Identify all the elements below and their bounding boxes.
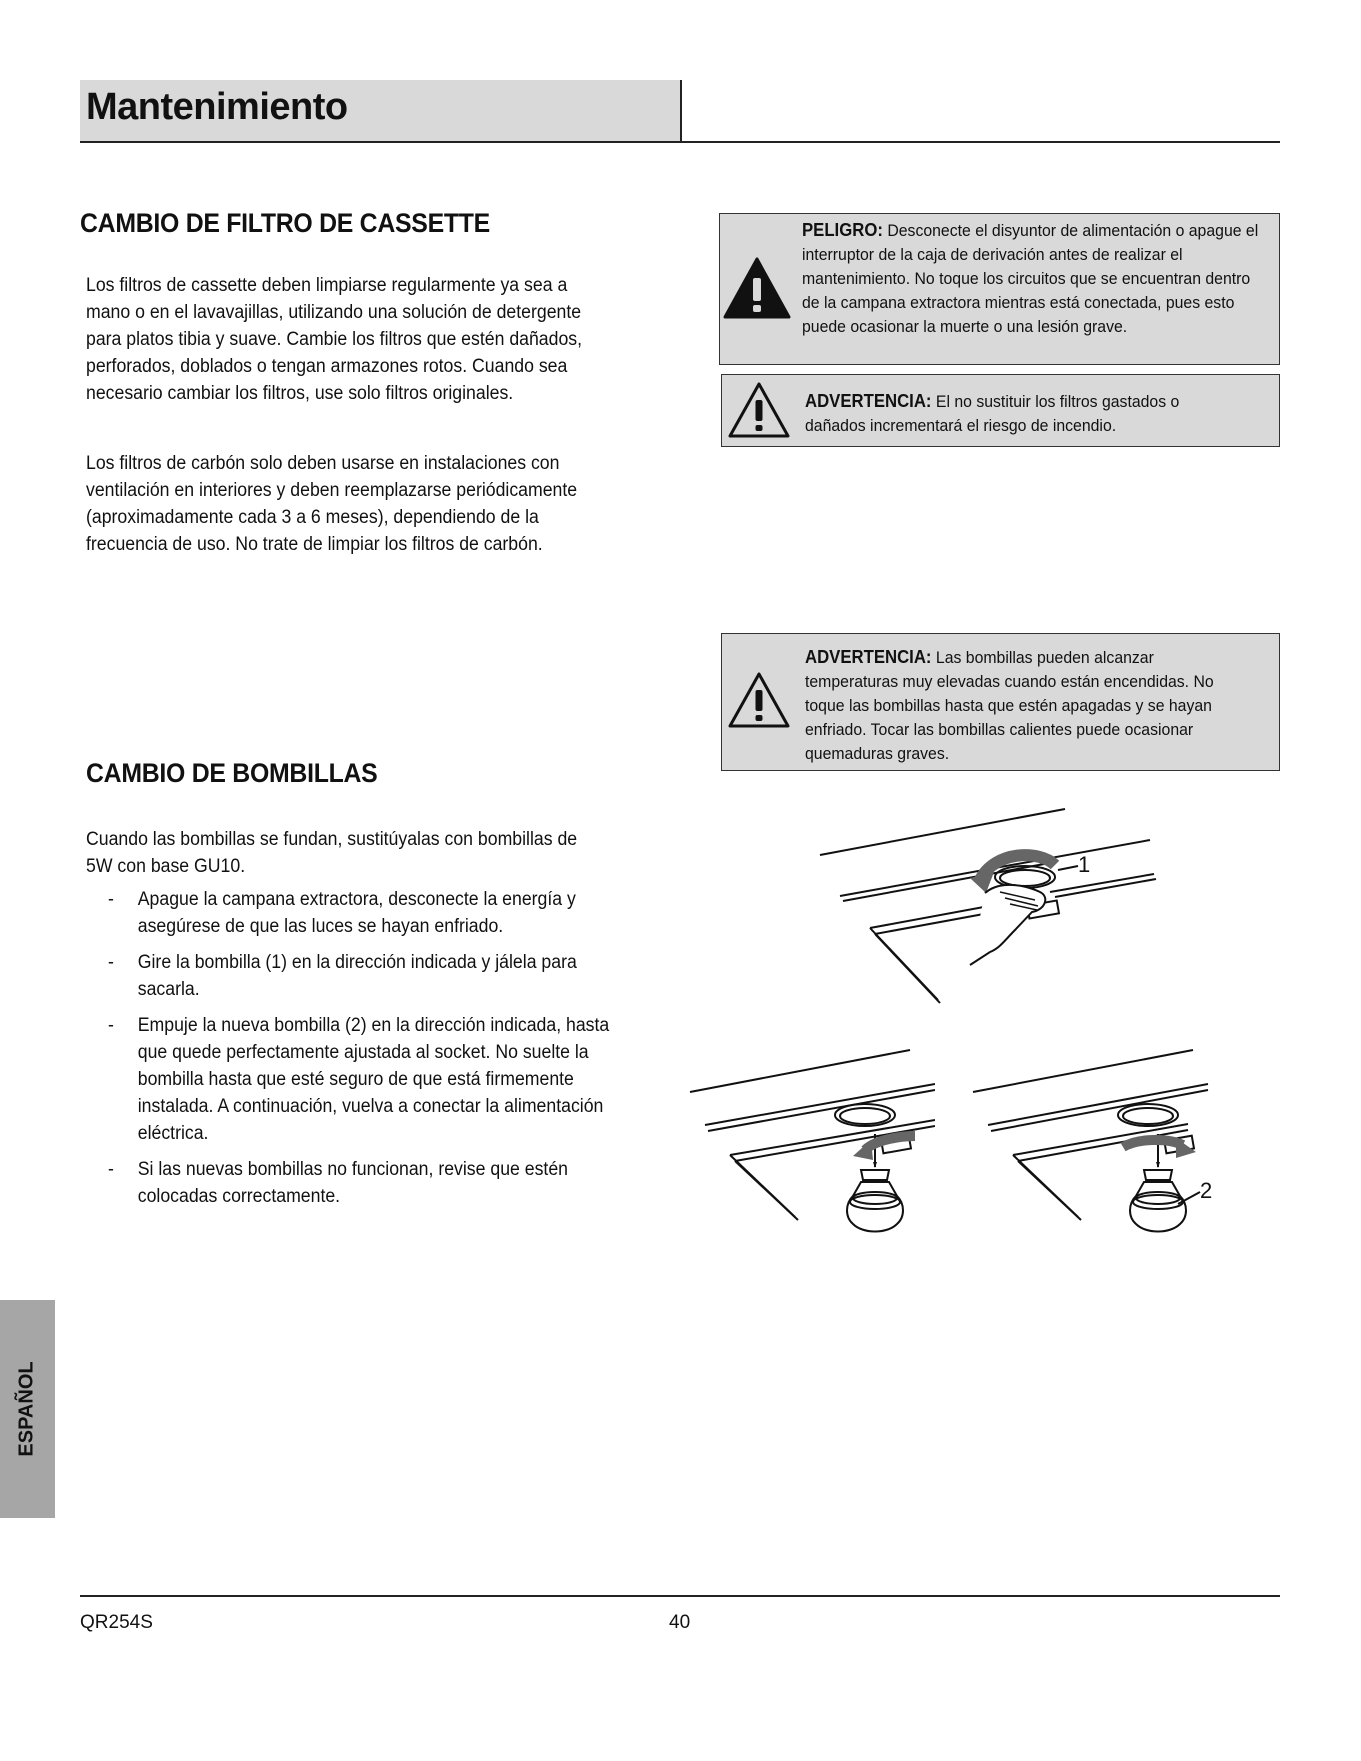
bullet-dash: - xyxy=(108,889,114,910)
bulb-out-illustration xyxy=(685,1042,935,1242)
title-divider xyxy=(680,80,682,142)
filter-warning-label: ADVERTENCIA: xyxy=(805,391,932,411)
warning-filled-icon xyxy=(722,256,792,320)
page-number: 40 xyxy=(669,1612,691,1633)
danger-text xyxy=(802,218,1267,339)
warning-outline-icon xyxy=(726,380,792,440)
page-title: Mantenimiento xyxy=(86,86,348,128)
bulb-removal-illustration xyxy=(800,800,1170,1010)
cassette-paragraph-2 xyxy=(86,450,607,558)
callout-1: 1 xyxy=(1078,852,1091,877)
language-tab-label: ESPAÑOL xyxy=(15,1361,38,1457)
callout-2: 2 xyxy=(1200,1178,1213,1203)
danger-message: Desconecte el disyuntor de alimentación o apague el interruptor de la caja de derivación antes de realizar el mantenimiento. No toque los circuitos que se encuentran dentro de la campana extractora mientras está conectada, pues esto puede ocasionar la muerte o una lesión grave. xyxy=(802,221,1259,336)
list-item-text: Gire la bombilla (1) en la dirección indicada y jálela para sacarla. xyxy=(137,952,577,1000)
cassette-paragraph-1-text: Los filtros de cassette deben limpiarse regularmente ya sea a mano o en el lavavajillas, utilizando una solución de detergente para platos tibia y suave. Cambie los filtros que estén dañados, perforados, doblados o tengan armazones rotos. Cuando sea necesario cambiar los filtros, use solo filtros originales. xyxy=(86,275,583,404)
list-item-text: Empuje la nueva bombilla (2) en la dirección indicada, hasta que quede perfectamente ajustada al socket. No suelte la bombilla hasta que esté seguro de que está firmemente instalada. A continuación, vuelva a conectar la alimentación eléctrica. xyxy=(137,1015,610,1144)
list-item xyxy=(108,1156,629,1210)
list-item-text: Si las nuevas bombillas no funcionan, revise que estén colocadas correctamente. xyxy=(137,1159,569,1207)
filter-warning-message: El no sustituir los filtros gastados o dañados incrementará el riesgo de incendio. xyxy=(805,392,1180,435)
list-item-text: Apague la campana extractora, desconecte la energía y asegúrese de que las luces se hayan enfriado. xyxy=(137,889,576,937)
list-item xyxy=(108,886,629,940)
cassette-heading: CAMBIO DE FILTRO DE CASSETTE xyxy=(80,208,490,238)
cassette-paragraph-2-text: Los filtros de carbón solo deben usarse en instalaciones con ventilación en interiores y deben reemplazarse periódicamente (aproximadamente cada 3 a 6 meses), dependiendo de la frecuencia de uso. No trate de limpiar los filtros de carbón. xyxy=(86,453,578,555)
title-rule xyxy=(80,141,1280,143)
bullet-dash: - xyxy=(108,952,114,973)
danger-label: PELIGRO: xyxy=(802,220,883,240)
bulb-intro-text: Cuando las bombillas se fundan, sustitúyalas con bombillas de 5W con base GU10. xyxy=(86,829,578,877)
bulb-warning-label: ADVERTENCIA: xyxy=(805,647,932,667)
bullet-dash: - xyxy=(108,1015,114,1036)
bullet-dash: - xyxy=(108,1159,114,1180)
bulb-heading: CAMBIO DE BOMBILLAS xyxy=(86,758,378,788)
list-item xyxy=(108,949,629,1003)
bulb-intro xyxy=(86,826,607,880)
footer-model: QR254S xyxy=(80,1612,153,1633)
warning-outline-icon xyxy=(726,670,792,730)
filter-warning-text xyxy=(805,389,1242,438)
bulb-warning-message: Las bombillas pueden alcanzar temperaturas muy elevadas cuando están encendidas. No toque las bombillas hasta que estén apagadas y se hayan enfriado. Tocar las bombillas calientes puede ocasionar quemaduras graves. xyxy=(805,648,1214,763)
bulb-in-illustration xyxy=(968,1042,1218,1242)
footer-rule xyxy=(80,1595,1280,1597)
bulb-warning-text xyxy=(805,645,1242,766)
list-item xyxy=(108,1012,629,1147)
bulb-steps-list xyxy=(108,886,629,1219)
cassette-paragraph-1 xyxy=(86,272,607,407)
